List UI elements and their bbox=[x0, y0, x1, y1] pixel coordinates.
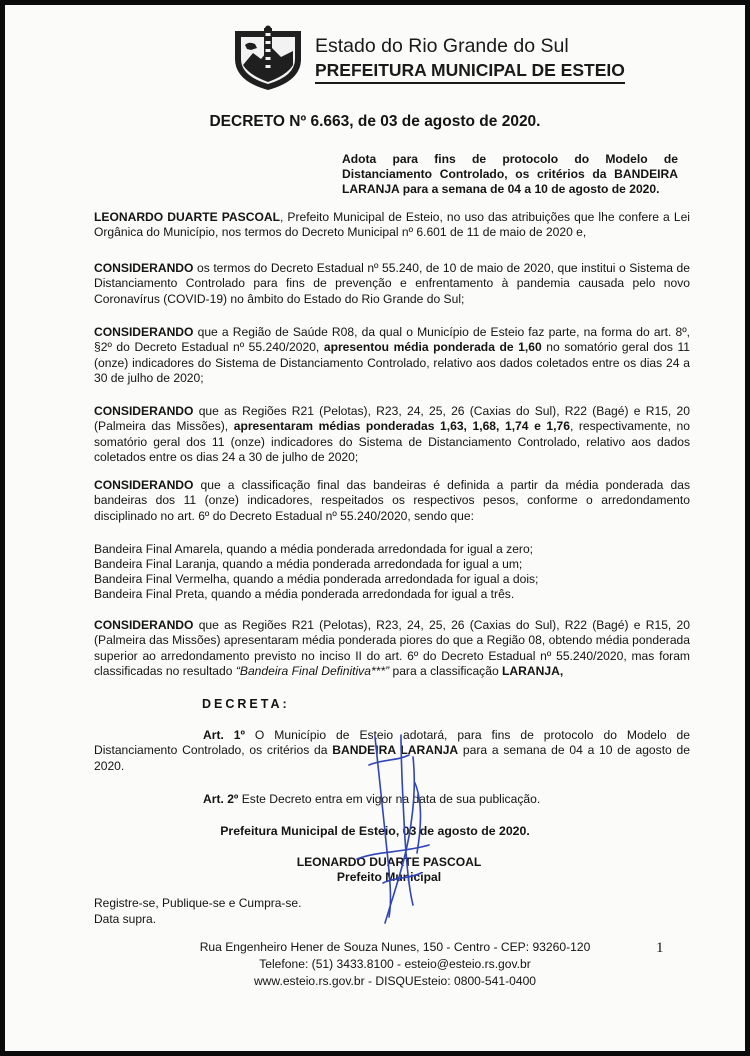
considerando-2 bbox=[94, 325, 690, 386]
considerando-text: que as Regiões R21 (Pelotas), R23, 24, 25, 26 (Caxias do Sul), R22 (Bagé) e R15, 20 (Palmeira das Missões) apresentaram média ponderada piores do que a Região 08, obtendo média ponderada superior ao arredondamento previsto no inciso II do art. 6º do Decreto Estadual nº 55.240/2020, mas foram classificadas no resultado bbox=[94, 618, 690, 678]
considerando-3 bbox=[94, 404, 690, 465]
flag-item-laranja: Bandeira Final Laranja, quando a média ponderada arredondada for igual a um; bbox=[94, 557, 523, 571]
considerando-text: que as Regiões R21 (Pelotas), R23, 24, 25, 26 (Caxias do Sul), R22 (Bagé) e R15, 20 (Palmeira das Missões), bbox=[94, 404, 690, 434]
considerando-5 bbox=[94, 618, 690, 679]
letterhead bbox=[231, 25, 625, 91]
decreta-heading: DECRETA: bbox=[202, 697, 290, 711]
article-1 bbox=[94, 728, 690, 774]
footer-contact: Telefone: (51) 3433.8100 - esteio@esteio.rs.gov.br bbox=[259, 957, 531, 971]
flag-item-vermelha: Bandeira Final Vermelha, quando a média ponderada arredondada for igual a dois; bbox=[94, 572, 539, 586]
registre-block bbox=[94, 896, 301, 927]
considerando-1 bbox=[94, 261, 690, 307]
considerando-text: os termos do Decreto Estadual nº 55.240, de 10 de maio de 2020, que institui o Sistema de Distanciamento Controlado para fins de prevenção e enfrentamento à pandemia causada pelo novo Coronavírus (COVID-19) no âmbito do Estado do Rio Grande do Sul; bbox=[94, 261, 690, 306]
preamble-text: , Prefeito Municipal de Esteio, no uso das atribuições que lhe confere a Lei Orgânica do Município, nos termos do Decreto Municipal nº 6.601 de 11 de maio de 2020 e, bbox=[94, 210, 690, 240]
considerando-text: no somatório geral dos 11 (onze) indicadores do Sistema de Distanciamento Controlado, relativo aos dados coletados entre os dias 24 a 30 de julho de 2020; bbox=[94, 340, 690, 385]
article-text: Este Decreto entra em vigor na data de sua publicação. bbox=[238, 792, 541, 806]
footer-address: Rua Engenheiro Hener de Souza Nunes, 150 - Centro - CEP: 93260-120 bbox=[199, 940, 591, 954]
letterhead-prefecture: PREFEITURA MUNICIPAL DE ESTEIO bbox=[315, 60, 625, 84]
considerando-text: , respectivamente, no somatório geral dos 11 (onze) indicadores do Sistema de Distanciamento Controlado, relativo aos dados coletados entre os dias 24 a 30 de julho de 2020; bbox=[94, 419, 690, 464]
considerando-italic: “Bandeira Final Definitiva***” bbox=[235, 663, 390, 678]
mayor-name: LEONARDO DUARTE PASCOAL bbox=[94, 210, 280, 224]
considerando-4 bbox=[94, 478, 690, 524]
registre-line: Registre-se, Publique-se e Cumpra-se. bbox=[94, 896, 302, 910]
article-highlight: BANDEIRA LARANJA bbox=[332, 743, 459, 758]
considerando-label: CONSIDERANDO bbox=[94, 404, 194, 418]
considerando-highlight: LARANJA, bbox=[502, 663, 564, 678]
signatory-name: LEONARDO DUARTE PASCOAL bbox=[296, 855, 482, 869]
letterhead-state: Estado do Rio Grande do Sul bbox=[315, 35, 569, 57]
article-label: Art. 2º bbox=[203, 792, 239, 806]
article-text: para a semana de 04 a 10 de agosto de 2020. bbox=[94, 743, 690, 773]
place-date: Prefeitura Municipal de Esteio, 03 de agosto de 2020. bbox=[220, 824, 530, 838]
considerando-text: para a classificação bbox=[389, 663, 503, 678]
coat-of-arms-icon bbox=[231, 25, 305, 91]
considerando-label: CONSIDERANDO bbox=[94, 261, 194, 275]
decree-summary: Adota para fins de protocolo do Modelo de Distanciamento Controlado, os critérios da BANDEIRA LARANJA para a semana de 04 a 10 de agosto de 2020. bbox=[342, 152, 678, 196]
article-2 bbox=[203, 792, 540, 806]
signatory-role: Prefeito Municipal bbox=[336, 870, 442, 884]
footer-website: www.esteio.rs.gov.br - DISQUEsteio: 0800-541-0400 bbox=[253, 974, 537, 988]
considerando-highlight: apresentou média ponderada de 1,60 bbox=[323, 340, 542, 355]
preamble-paragraph bbox=[94, 210, 690, 241]
flag-item-amarela: Bandeira Final Amarela, quando a média ponderada arredondada for igual a zero; bbox=[94, 542, 534, 556]
considerando-label: CONSIDERANDO bbox=[94, 618, 194, 632]
page-number: 1 bbox=[656, 940, 664, 956]
document-page bbox=[5, 5, 745, 1051]
considerando-highlight: apresentaram médias ponderadas 1,63, 1,68, 1,74 e 1,76 bbox=[233, 419, 570, 434]
article-text: O Município de Esteio adotará, para fins de protocolo do Modelo de Distanciamento Controlado, os critérios da bbox=[94, 728, 690, 758]
considerando-text: que a classificação final das bandeiras é definida a partir da média ponderada das bandeiras dos 11 (onze) indicadores, respeitados os respectivos pesos, conforme o arredondamento disciplinado no art. 6º do Decreto Estadual nº 55.240/2020, sendo que: bbox=[94, 478, 690, 523]
article-label: Art. 1º bbox=[203, 728, 245, 742]
decree-title: DECRETO Nº 6.663, de 03 de agosto de 2020. bbox=[209, 113, 541, 130]
considerando-label: CONSIDERANDO bbox=[94, 325, 194, 339]
registre-line: Data supra. bbox=[94, 911, 157, 926]
considerando-text: que a Região de Saúde R08, da qual o Município de Esteio faz parte, na forma do art. 8º, §2º do Decreto Estadual nº 55.240/2020, bbox=[94, 325, 690, 355]
flag-item-preta: Bandeira Final Preta, quando a média ponderada arredondada for igual a três. bbox=[94, 587, 515, 601]
considerando-label: CONSIDERANDO bbox=[94, 478, 194, 492]
